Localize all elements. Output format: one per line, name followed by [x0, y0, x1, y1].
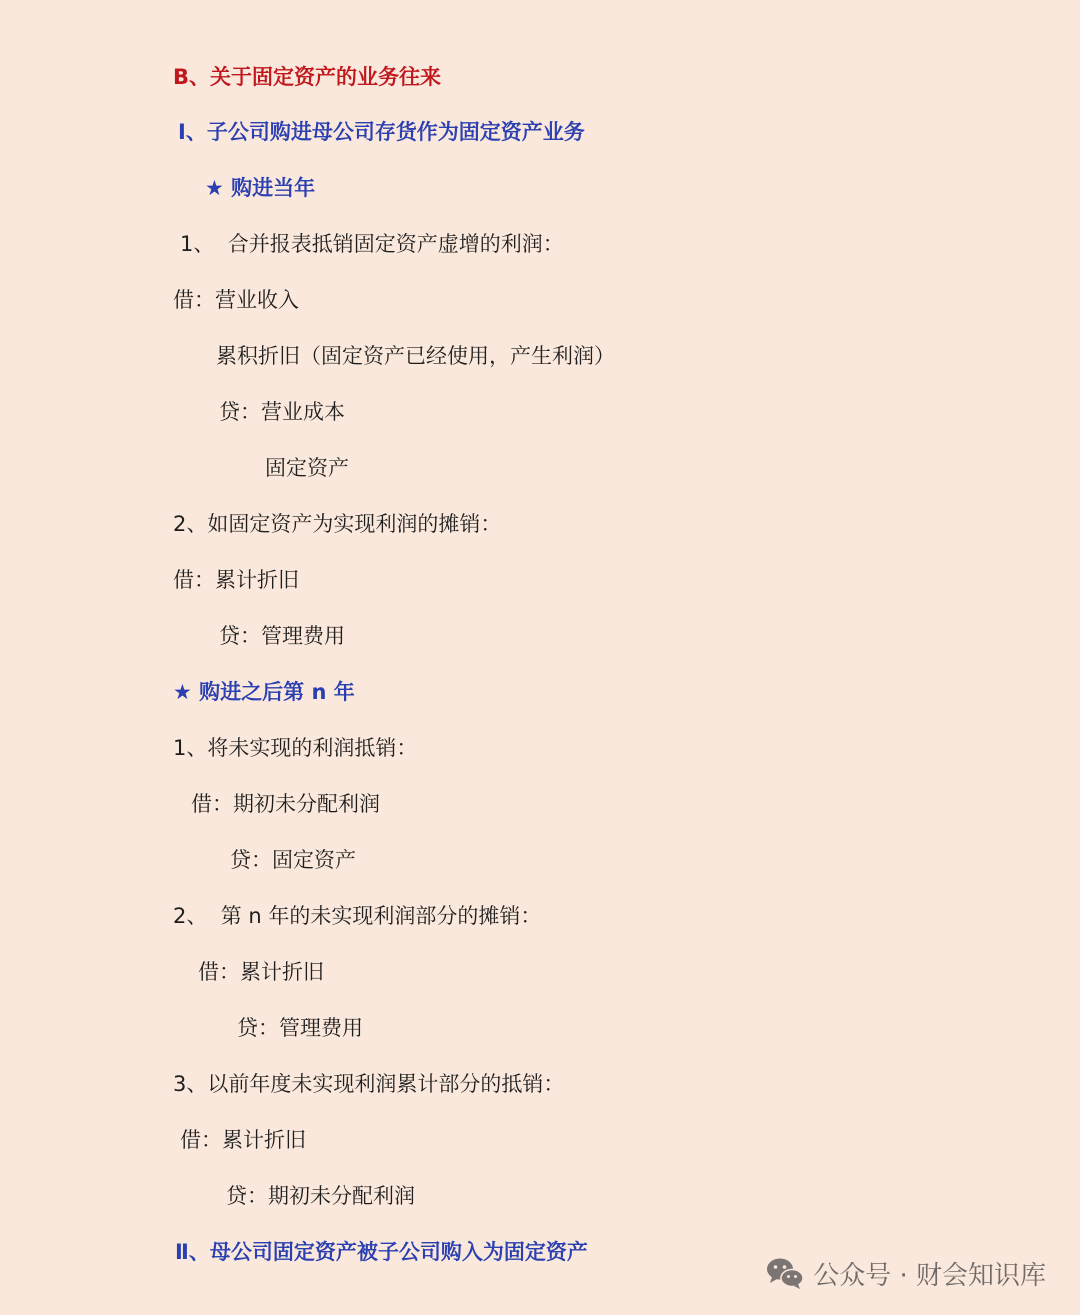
text-line: 1、将未实现的利润抵销：	[173, 736, 418, 760]
star-heading: ★ 购进当年	[205, 176, 316, 200]
debit-line: 借：期初未分配利润	[191, 792, 380, 816]
debit-line: 借：累计折旧	[180, 1128, 306, 1152]
credit-line: 贷：期初未分配利润	[226, 1184, 415, 1208]
credit-line: 贷：管理费用	[219, 624, 345, 648]
text-line: 2、 第 n 年的未实现利润部分的摊销：	[173, 904, 542, 928]
text-line: 1、 合并报表抵销固定资产虚增的利润：	[180, 232, 564, 256]
watermark-text: 公众号 · 财会知识库	[813, 1260, 1046, 1291]
text-line: 2、如固定资产为实现利润的摊销：	[173, 512, 502, 536]
debit-line: 借：累计折旧	[173, 568, 299, 592]
watermark	[765, 1256, 1046, 1290]
credit-line: 贷：固定资产	[230, 848, 356, 872]
credit-line: 贷：营业成本	[219, 400, 345, 424]
wechat-icon	[765, 1256, 805, 1290]
subsection-heading: Ⅱ、母公司固定资产被子公司购入为固定资产	[175, 1240, 588, 1264]
credit-line: 固定资产	[265, 456, 349, 480]
subsection-heading: Ⅰ、子公司购进母公司存货作为固定资产业务	[178, 120, 585, 144]
debit-line: 累积折旧（固定资产已经使用，产生利润）	[216, 344, 615, 368]
credit-line: 贷：管理费用	[237, 1016, 363, 1040]
star-heading: ★ 购进之后第 n 年	[173, 680, 355, 704]
text-line: 3、以前年度未实现利润累计部分的抵销：	[173, 1072, 565, 1096]
section-heading: B、关于固定资产的业务往来	[173, 65, 442, 89]
debit-line: 借：累计折旧	[198, 960, 324, 984]
debit-line: 借：营业收入	[173, 288, 299, 312]
